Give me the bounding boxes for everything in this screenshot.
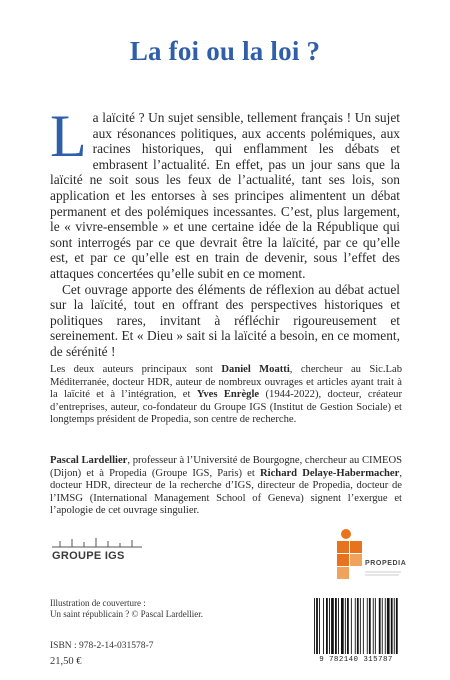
- igs-logo-text: GROUPE IGS: [52, 550, 125, 562]
- author-bio-2: (1944-2022), docteur, créateur d’entreprises, auteur, co-fondateur du Groupe IGS (Institut de Gestion Sociale) et longtemps président de Propedia, son centre de recherche.: [50, 389, 402, 426]
- contributor-bio-2: , docteur HDR, directeur de la recherche d’IGS, directeur de Propedia, docteur de l’IMSG (International Management School of Geneva) signent l’exergue et l’apologie de cet ouvrage singulier.: [50, 467, 402, 517]
- propedia-logo-text: PROPEDIA: [365, 560, 407, 567]
- blurb-paragraph-1: [50, 103, 400, 282]
- contributor-name-2: Richard Delaye-Habermacher: [260, 467, 400, 479]
- igs-logo-mark: [52, 538, 142, 548]
- blurb-text-1: a laïcité ? Un sujet sensible, tellement français ! Un sujet aux résonances politiques, aux accents polémiques, aux racines historiques, qui enflamment les débats et embrasent l’actualité. En effet, pas un jour sans que la laïcité ne soit sous les feux de l’actualité, tant ses lois, son application et les entorses à ses principes alimentent un débat permanent et des polémiques incessantes. C’est, plus largement, le « vivre-ensemble » et une certaine idée de la République qui sont interrogés par ce que devrait être la laïcité, par ce qu’elle est, et par ce qu’elle est en train de devenir, sous l’effet des attaques concertées qu’elle subit en ce moment.: [50, 110, 400, 281]
- propedia-logo: [333, 528, 407, 584]
- groupe-igs-logo: [52, 538, 142, 564]
- author-name-1: Daniel Moatti: [221, 364, 290, 375]
- blurb-paragraph-2: Cet ouvrage apporte des éléments de réflexion au débat actuel sur la laïcité, tout en offrant des perspectives historiques et politiques rares, invitant à réfléchir rigoureusement et sereinement. Et « Dieu » sait si la laïcité a besoin, en ce moment, de sérénité !: [50, 281, 400, 359]
- contributors-bio: [50, 455, 402, 518]
- book-title: La foi ou la loi ?: [129, 36, 321, 66]
- cover-credit-line-2: Un saint républicain ? © Pascal Lardellier.: [50, 609, 204, 619]
- author-bio-1: , chercheur au Sic.Lab Méditerranée, docteur HDR, auteur de nombreux ouvrages et articles ayant trait à la laïcité et à l’intégration, et: [50, 364, 402, 401]
- drop-cap: L: [50, 103, 87, 169]
- price: 21,50 €: [50, 656, 82, 667]
- barcode-number: 9 782140 315787: [319, 656, 393, 664]
- authors-intro: Les deux auteurs principaux sont: [50, 364, 222, 375]
- barcode-bars: [308, 596, 404, 656]
- author-name-2: Yves Enrègle: [196, 389, 260, 401]
- contributor-bio-1: , professeur à l’Université de Bourgogne, chercheur au CIMEOS (Dijon) et à Propedia (Groupe IGS, Paris) et: [50, 455, 403, 479]
- barcode: [308, 596, 404, 672]
- contributor-name-1: Pascal Lardellier: [50, 455, 128, 466]
- blurb: [50, 103, 400, 360]
- isbn: ISBN : 978-2-14-031578-7: [50, 641, 154, 651]
- propedia-logo-mark: [333, 528, 403, 584]
- cover-credit: [50, 598, 203, 620]
- authors-bio: [50, 364, 402, 427]
- cover-credit-line-1: Illustration de couverture :: [50, 598, 146, 608]
